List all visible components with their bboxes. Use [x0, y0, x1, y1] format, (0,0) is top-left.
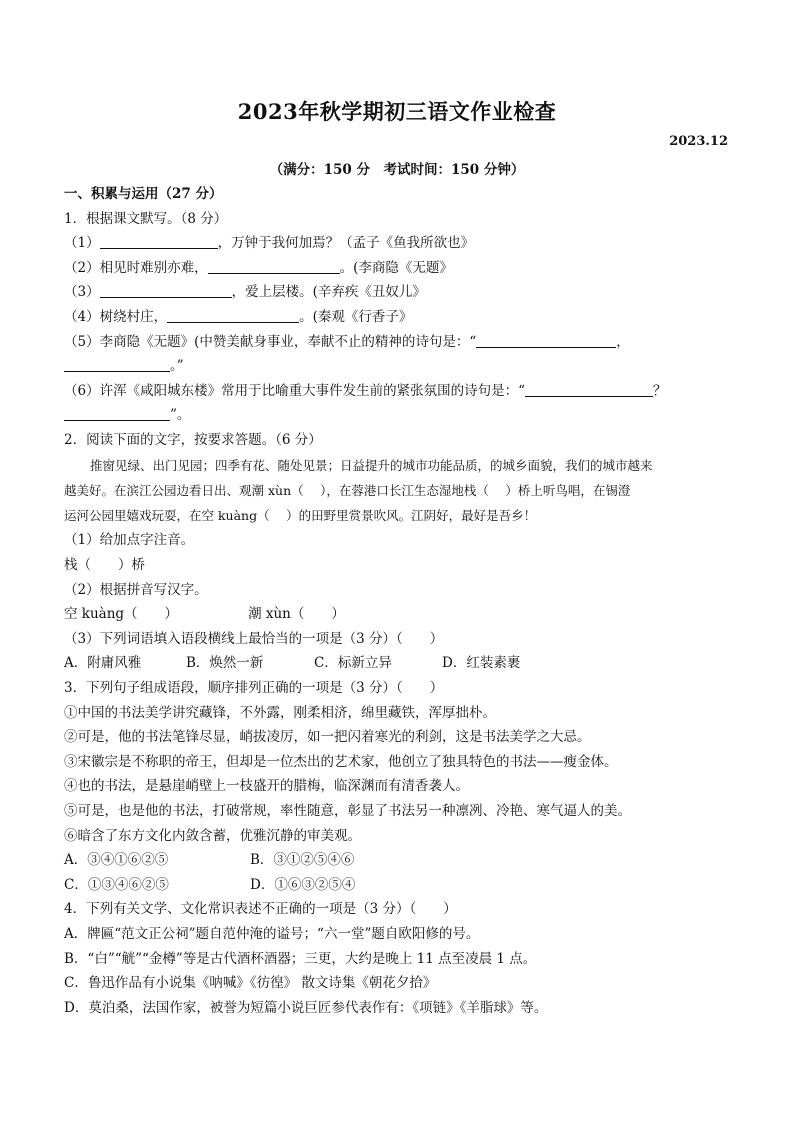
sentence-item: ①中国的书法美学讲究藏锋，不外露，刚柔相济，绵里藏铁，浑厚拙朴。	[64, 704, 496, 721]
answer-blank[interactable]	[64, 357, 170, 372]
exam-meta: （满分：150 分 考试时间：150 分钟）	[269, 162, 525, 178]
answer-blank[interactable]	[476, 333, 616, 348]
sentence-item: ⑥暗含了东方文化内敛含蓄，优雅沉静的审美观。	[64, 827, 361, 844]
option-c[interactable]: C．标新立异	[314, 655, 392, 672]
passage-line: 运河公园里嬉戏玩耍，在空 kuàng（ ）的田野里赏景吹风。江阴好，最好是吾乡！	[64, 508, 537, 524]
q3-options-row-2	[64, 873, 734, 898]
q3-options-row-1	[64, 848, 734, 873]
q1-item-4: （4）树绕村庄， 。(秦观《行香子》	[64, 308, 413, 325]
q2-sub-1-answer: 栈（ ）桥	[64, 557, 145, 574]
sentence-item: ④也的书法，是悬崖峭壁上一枝盛开的腊梅，临深渊而有清香袭人。	[64, 778, 469, 795]
option-b[interactable]: B．“白”“觥”“金樽”等是古代酒杯酒器；三更，大约是晚上 11 点至凌晨 1 点。	[64, 950, 537, 967]
section-heading: 一、积累与运用（27 分）	[64, 186, 223, 202]
question-3-stem: 3．下列句子组成语段，顺序排列正确的一项是（3 分）（ ）	[64, 679, 444, 696]
pinyin-xun: 潮 xùn（ ）	[248, 606, 345, 623]
q1-item-6-cont: ”。	[64, 403, 734, 428]
option-d[interactable]: D．红装素裹	[442, 655, 521, 672]
answer-blank[interactable]	[100, 234, 218, 249]
option-a[interactable]: A．附庸风雅	[64, 655, 142, 672]
q2-options	[64, 651, 734, 676]
page-title: 2023年秋学期初三语文作业检查	[237, 99, 557, 124]
exam-date: 2023.12	[669, 134, 728, 149]
q1-item-6: （6）许浑《咸阳城东楼》常用于比喻重大事件发生前的紧张氛围的诗句是：“ ？	[64, 382, 667, 399]
option-d[interactable]: D．莫泊桑，法国作家，被誉为短篇小说巨匠参代表作有：《项链》《羊脂球》等。	[64, 999, 548, 1016]
pinyin-kuang: 空 kuàng（ ）	[64, 606, 179, 623]
q1-item-3: （3） ，爱上层楼。(辛弃疾《丑奴儿》	[64, 284, 426, 301]
question-4-stem: 4．下列有关文学、文化常识表述不正确的一项是（3 分）（ ）	[64, 901, 457, 918]
answer-blank[interactable]	[525, 382, 653, 397]
q1-item-5: （5）李商隐《无题》(中赞美献身事业，奉献不止的精神的诗句是：“ ，	[64, 333, 630, 350]
option-b[interactable]: B．焕然一新	[186, 655, 264, 672]
sentence-item: ②可是，他的书法笔锋尽显，峭拔凌厉，如一把闪着寒光的利剑，这是书法美学之大忌。	[64, 729, 591, 746]
question-2-stem: 2．阅读下面的文字，按要求答题。（6 分）	[64, 431, 322, 448]
q2-sub-2: （2）根据拼音写汉字。	[64, 581, 208, 598]
option-a[interactable]: A．③④①⑥②⑤	[64, 852, 169, 869]
answer-blank[interactable]	[208, 259, 340, 274]
q2-sub-3: （3）下列词语填入语段横线上最恰当的一项是（3 分）（ ）	[64, 630, 444, 647]
option-c[interactable]: C．鲁迅作品有小说集《呐喊》《彷徨》 散文诗集《朝花夕拾》	[64, 975, 437, 992]
exam-content	[64, 182, 734, 1020]
passage-line: 越美好。在滨江公园边看日出、观潮 xùn（ ），在蓉港口长江生态湿地栈（ ）桥上听鸟唱，在锡澄	[64, 482, 631, 498]
question-1-stem: 1．根据课文默写。（8 分）	[64, 210, 228, 227]
answer-blank[interactable]	[167, 308, 299, 323]
sentence-item: ⑤可是，也是他的书法，打破常规，率性随意，彰显了书法另一种凛冽、冷艳、寒气逼人的美。	[64, 802, 631, 819]
q2-sub-1: （1）给加点字注音。	[64, 532, 195, 549]
option-b[interactable]: B．③①②⑤④⑥	[250, 852, 355, 869]
option-d[interactable]: D．①⑥③②⑤④	[250, 876, 356, 893]
q1-item-1: （1） ，万钟于我何加焉？（孟子《鱼我所欲也》	[64, 235, 475, 252]
answer-blank[interactable]	[100, 283, 232, 298]
q1-item-5-cont: 。”	[64, 354, 734, 379]
sentence-item: ③宋徽宗是不称职的帝王，但却是一位杰出的艺术家，他创立了独具特色的书法——瘦金体。	[64, 753, 618, 770]
passage-line: 推窗见绿、出门见园；四季有花、随处见景；日益提升的城市功能品质，的城乡面貌，我们的城市越来	[90, 457, 653, 473]
option-c[interactable]: C．①③④⑥②⑤	[64, 876, 169, 893]
answer-blank[interactable]	[64, 406, 170, 421]
q1-item-2: （2）相见时难别亦难， 。(李商隐《无题》	[64, 259, 453, 276]
option-a[interactable]: A．牌匾“范文正公祠”题自范仲淹的谥号；“六一堂”题自欧阳修的号。	[64, 925, 480, 942]
q2-sub-2-answers	[64, 602, 734, 627]
